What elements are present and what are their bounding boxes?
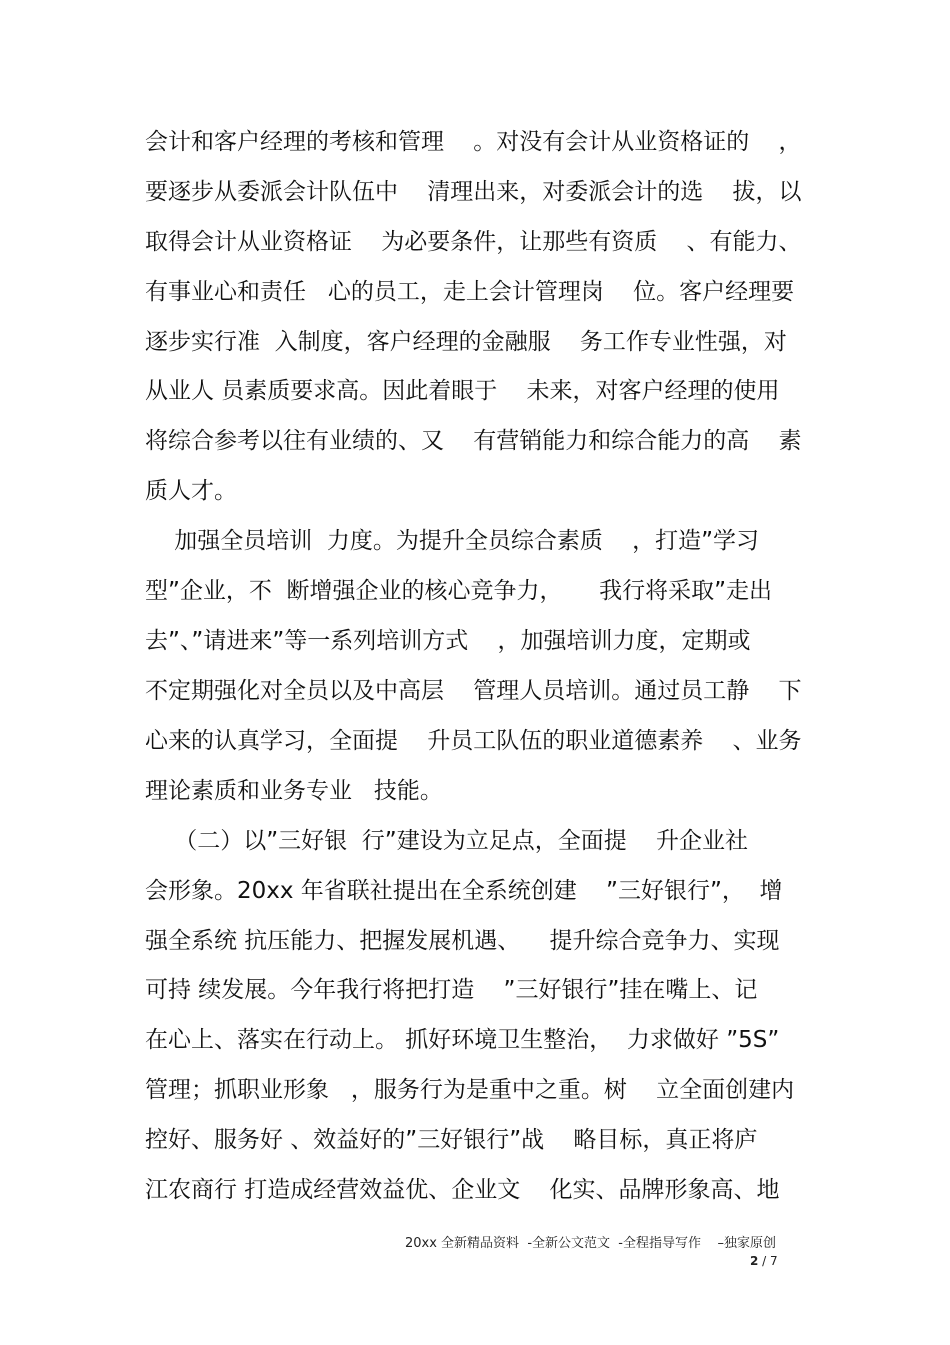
body-text-line: 心来的认真学习，全面提 升员工队伍的职业道德素养 、业务 xyxy=(145,728,802,754)
body-text-line: 在心上、落实在行动上。 抓好环境卫生整治， 力求做好 ”5S” xyxy=(145,1027,780,1053)
body-text-line: 江农商行 打造成经营效益优、企业文 化实、品牌形象高、地 xyxy=(145,1177,780,1203)
page-total: 7 xyxy=(770,1254,778,1268)
body-text-line: 控好、服务好 、效益好的”三好银行”战 略目标，真正将庐 xyxy=(145,1127,758,1153)
body-text-line: 型”企业，不 断增强企业的核心竞争力， 我行将采取”走出 xyxy=(145,578,773,604)
body-text-line: 从业人 员素质要求高。因此着眼于 未来，对客户经理的使用 xyxy=(145,378,780,404)
body-text-line: 强全系统 抗压能力、把握发展机遇、 提升综合竞争力、实现 xyxy=(145,928,780,954)
body-text-line: 会形象。20xx 年省联社提出在全系统创建 ”三好银行”， 增 xyxy=(145,878,783,904)
body-text-line: 会计和客户经理的考核和管理 。对没有会计从业资格证的 ， xyxy=(145,129,802,155)
body-text-line: 将综合参考以往有业绩的、又 有营销能力和综合能力的高 素 xyxy=(145,428,802,454)
body-text-line: 可持 续发展。今年我行将把打造 ”三好银行”挂在嘴上、记 xyxy=(145,977,758,1003)
page-separator: / xyxy=(758,1254,771,1268)
body-text-line: 质人才。 xyxy=(145,478,237,504)
body-text-line: 取得会计从业资格证 为必要条件，让那些有资质 、有能力、 xyxy=(145,229,802,255)
body-text-line: 理论素质和业务专业 技能。 xyxy=(145,778,443,804)
footer-caption: 20xx 全新精品资料 -全新公文范文 -全程指导写作 –独家原创 xyxy=(405,1236,777,1251)
body-text-line: 要逐步从委派会计队伍中 清理出来，对委派会计的选 拔，以 xyxy=(145,179,802,205)
body-text-line: 管理；抓职业形象 ，服务行为是重中之重。树 立全面创建内 xyxy=(145,1077,795,1103)
body-text-line: 去”、”请进来”等一系列培训方式 ，加强培训力度，定期或 xyxy=(145,628,751,654)
body-text-line: 加强全员培训 力度。为提升全员综合素质 ，打造”学习 xyxy=(145,528,760,554)
body-text-line: 逐步实行准 入制度，客户经理的金融服 务工作专业性强，对 xyxy=(145,329,787,355)
body-text-line: 有事业心和责任 心的员工，走上会计管理岗 位。客户经理要 xyxy=(145,279,795,305)
body-text-line: 不定期强化对全员以及中高层 管理人员培训。通过员工静 下 xyxy=(145,678,802,704)
body-text-line: （二）以”三好银 行”建设为立足点，全面提 升企业社 xyxy=(145,828,748,854)
page-number xyxy=(750,1253,778,1269)
page-current: 2 xyxy=(750,1254,759,1268)
